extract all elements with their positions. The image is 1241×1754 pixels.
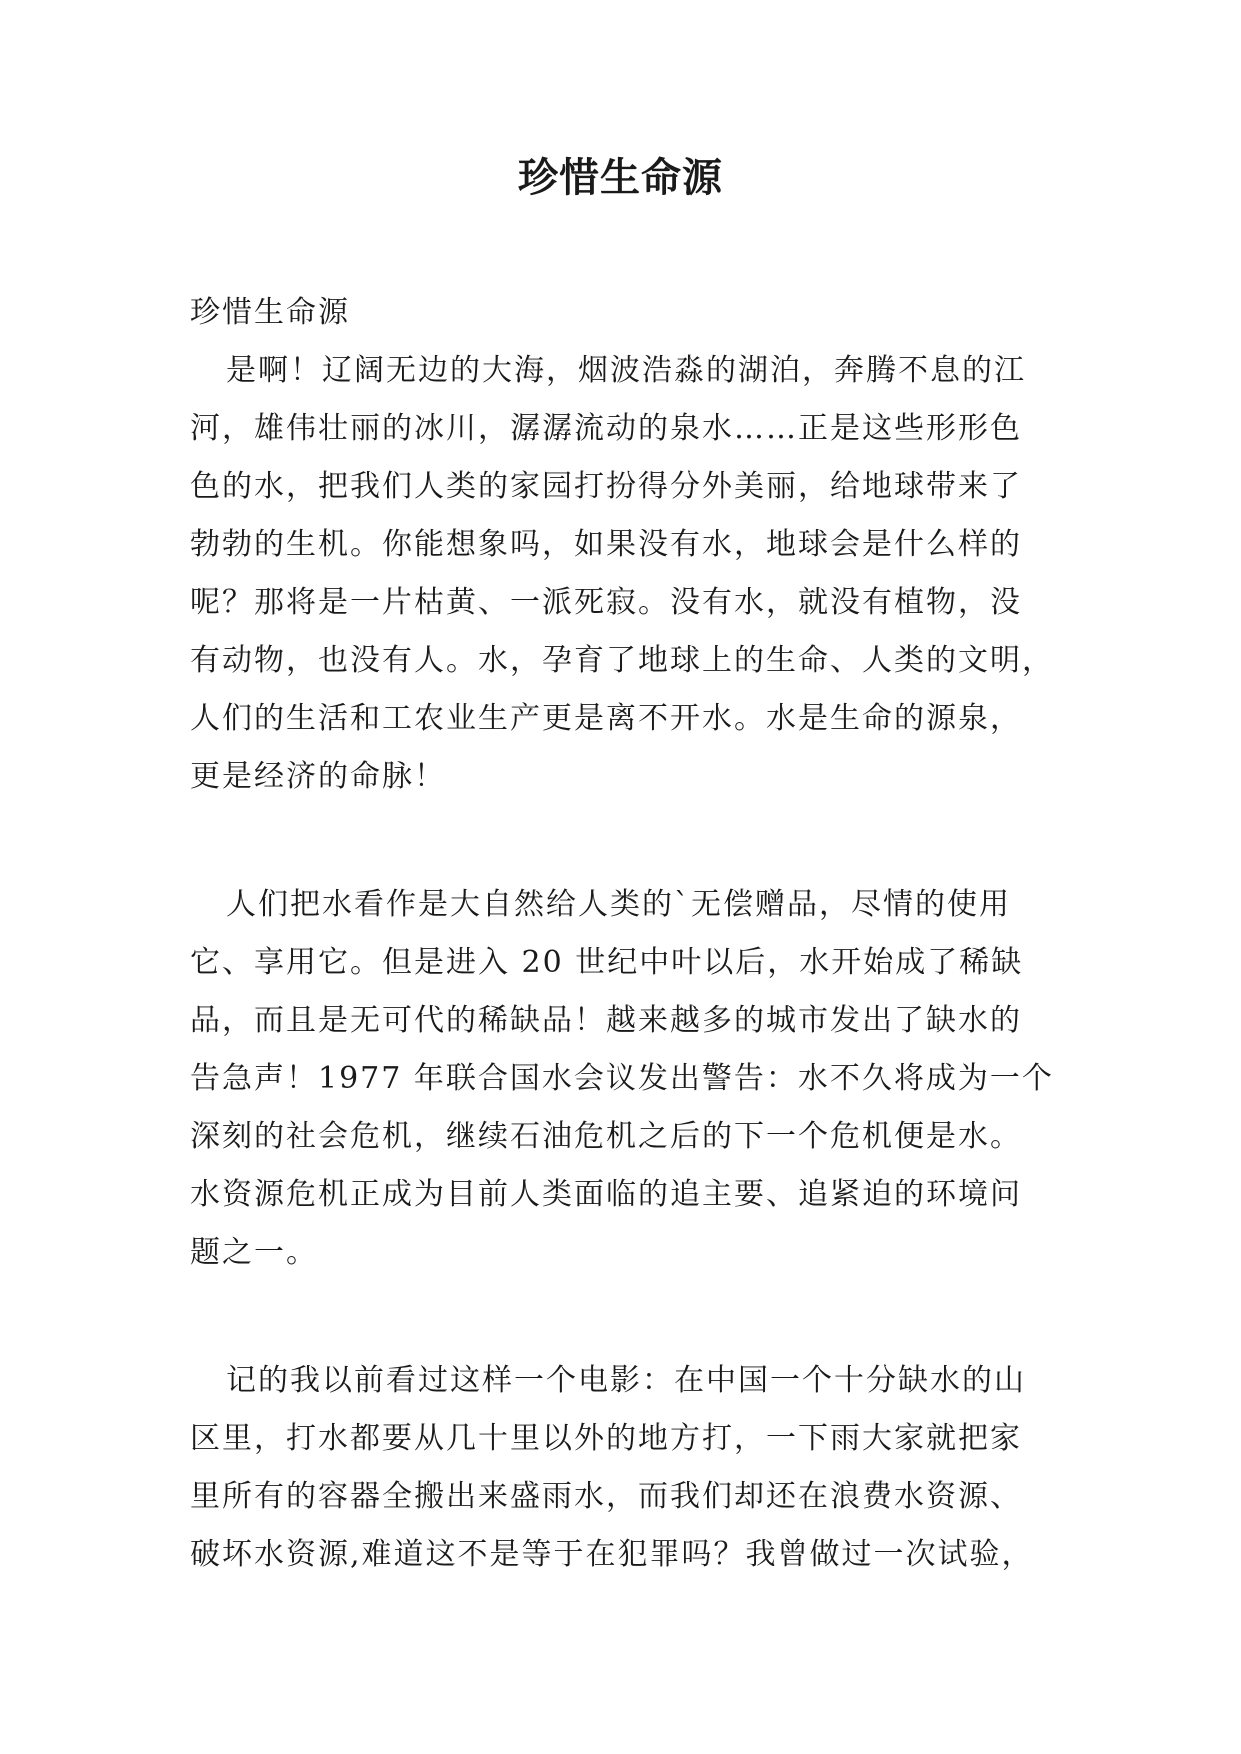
paragraph-line: 破坏水资源,难道这不是等于在犯罪吗？我曾做过一次试验， [190, 1537, 1034, 1572]
paragraph-line: 人们把水看作是大自然给人类的`无偿赠品，尽情的使用 [226, 887, 1011, 922]
paragraph-line: 更是经济的命脉！ [190, 759, 446, 794]
paragraph-line: 人们的生活和工农业生产更是离不开水。水是生命的源泉， [190, 701, 1022, 736]
paragraph-line: 区里，打水都要从几十里以外的地方打，一下雨大家就把家 [190, 1421, 1022, 1456]
paragraph-line: 记的我以前看过这样一个电影：在中国一个十分缺水的山 [226, 1363, 1026, 1398]
paragraph-line: 水资源危机正成为目前人类面临的追主要、追紧迫的环境问 [190, 1177, 1022, 1212]
paragraph-line: 题之一。 [190, 1235, 318, 1270]
paragraph-3 [190, 1352, 1060, 1584]
paragraph-1 [190, 342, 1060, 806]
paragraph-line: 里所有的容器全搬出来盛雨水，而我们却还在浪费水资源、 [190, 1479, 1022, 1514]
paragraph-spacer [190, 1282, 1060, 1352]
paragraph-line: 勃勃的生机。你能想象吗，如果没有水，地球会是什么样的 [190, 527, 1022, 562]
paragraph-line: 呢？那将是一片枯黄、一派死寂。没有水，就没有植物，没 [190, 585, 1022, 620]
paragraph-line: 品，而且是无可代的稀缺品！越来越多的城市发出了缺水的 [190, 1003, 1022, 1038]
paragraph-line: 是啊！辽阔无边的大海，烟波浩淼的湖泊，奔腾不息的江 [226, 353, 1026, 388]
paragraph-line: 色的水，把我们人类的家园打扮得分外美丽，给地球带来了 [190, 469, 1022, 504]
subtitle-line: 珍惜生命源 [190, 295, 350, 330]
paragraph-line: 告急声！1977 年联合国水会议发出警告：水不久将成为一个 [190, 1061, 1054, 1096]
paragraph-line: 有动物，也没有人。水，孕育了地球上的生命、人类的文明， [190, 643, 1054, 678]
paragraph-line: 河，雄伟壮丽的冰川，潺潺流动的泉水……正是这些形形色 [190, 411, 1022, 446]
paragraph-line: 深刻的社会危机，继续石油危机之后的下一个危机便是水。 [190, 1119, 1022, 1154]
document-body [190, 284, 1060, 1584]
document-title: 珍惜生命源 [518, 155, 723, 201]
paragraph-line: 它、享用它。但是进入 20 世纪中叶以后，水开始成了稀缺 [190, 945, 1024, 980]
paragraph-spacer [190, 806, 1060, 876]
paragraph-2 [190, 876, 1060, 1282]
